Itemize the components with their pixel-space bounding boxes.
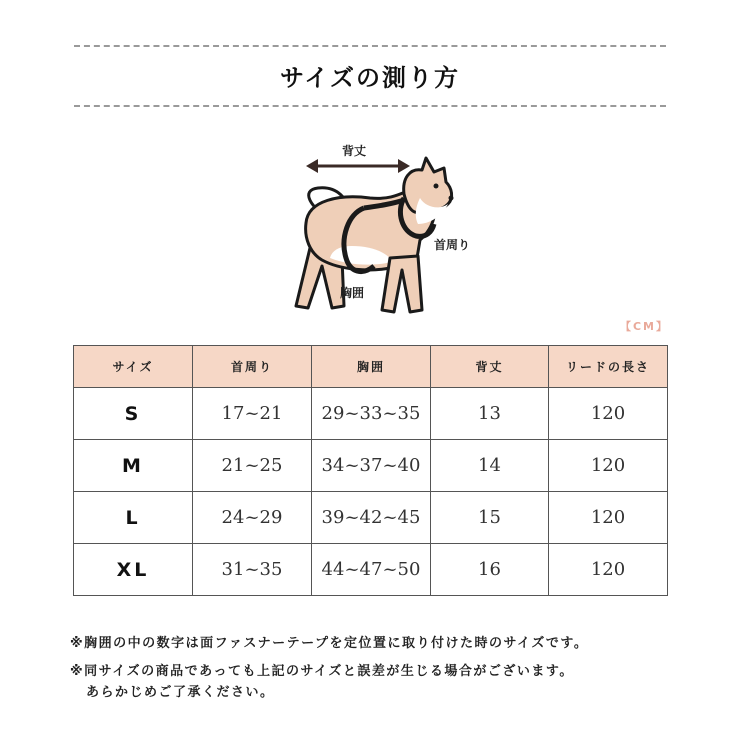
header-size: サイズ xyxy=(74,346,193,388)
table-row xyxy=(74,544,668,596)
table-row xyxy=(74,440,668,492)
neck-cell: 24~29 xyxy=(193,492,312,544)
table-header-row xyxy=(74,346,668,388)
size-cell: XL xyxy=(74,544,193,596)
lead-cell: 120 xyxy=(549,544,668,596)
table-row xyxy=(74,492,668,544)
chest-cell: 29~33~35 xyxy=(312,388,431,440)
page-title: サイズの測り方 xyxy=(279,64,461,92)
chest-girth-label: 胸囲 xyxy=(340,286,365,300)
lead-cell: 120 xyxy=(549,388,668,440)
size-cell: L xyxy=(74,492,193,544)
size-cell: M xyxy=(74,440,193,492)
dog-front-legs xyxy=(382,256,422,312)
table-row xyxy=(74,388,668,440)
header-lead-length: リードの長さ xyxy=(549,346,668,388)
back-cell: 16 xyxy=(431,544,549,596)
neck-cell: 31~35 xyxy=(193,544,312,596)
bottom-dashed-divider xyxy=(74,105,666,107)
back-length-label: 背丈 xyxy=(342,144,367,158)
chest-cell: 39~42~45 xyxy=(312,492,431,544)
back-cell: 13 xyxy=(431,388,549,440)
back-cell: 15 xyxy=(431,492,549,544)
note-size-variance-continued: あらかじめご了承ください。 xyxy=(86,685,275,700)
dog-with-harness-icon xyxy=(270,128,480,323)
lead-cell: 120 xyxy=(549,440,668,492)
neck-girth-label: 首周り xyxy=(434,238,471,252)
unit-label: 【CM】 xyxy=(619,320,669,333)
size-table xyxy=(73,345,668,596)
size-cell: S xyxy=(74,388,193,440)
neck-cell: 17~21 xyxy=(193,388,312,440)
header-chest: 胸囲 xyxy=(312,346,431,388)
top-dashed-divider xyxy=(74,45,666,47)
note-size-variance: ※同サイズの商品であっても上記のサイズと誤差が生じる場合がございます。 xyxy=(70,664,574,679)
chest-cell: 34~37~40 xyxy=(312,440,431,492)
header-back: 背丈 xyxy=(431,346,549,388)
header-neck: 首周り xyxy=(193,346,312,388)
back-length-arrow xyxy=(306,159,410,173)
back-cell: 14 xyxy=(431,440,549,492)
note-fastener-size: ※胸囲の中の数字は面ファスナーテープを定位置に取り付けた時のサイズです。 xyxy=(70,636,589,651)
neck-cell: 21~25 xyxy=(193,440,312,492)
dog-head xyxy=(404,158,452,212)
chest-cell: 44~47~50 xyxy=(312,544,431,596)
lead-cell: 120 xyxy=(549,492,668,544)
